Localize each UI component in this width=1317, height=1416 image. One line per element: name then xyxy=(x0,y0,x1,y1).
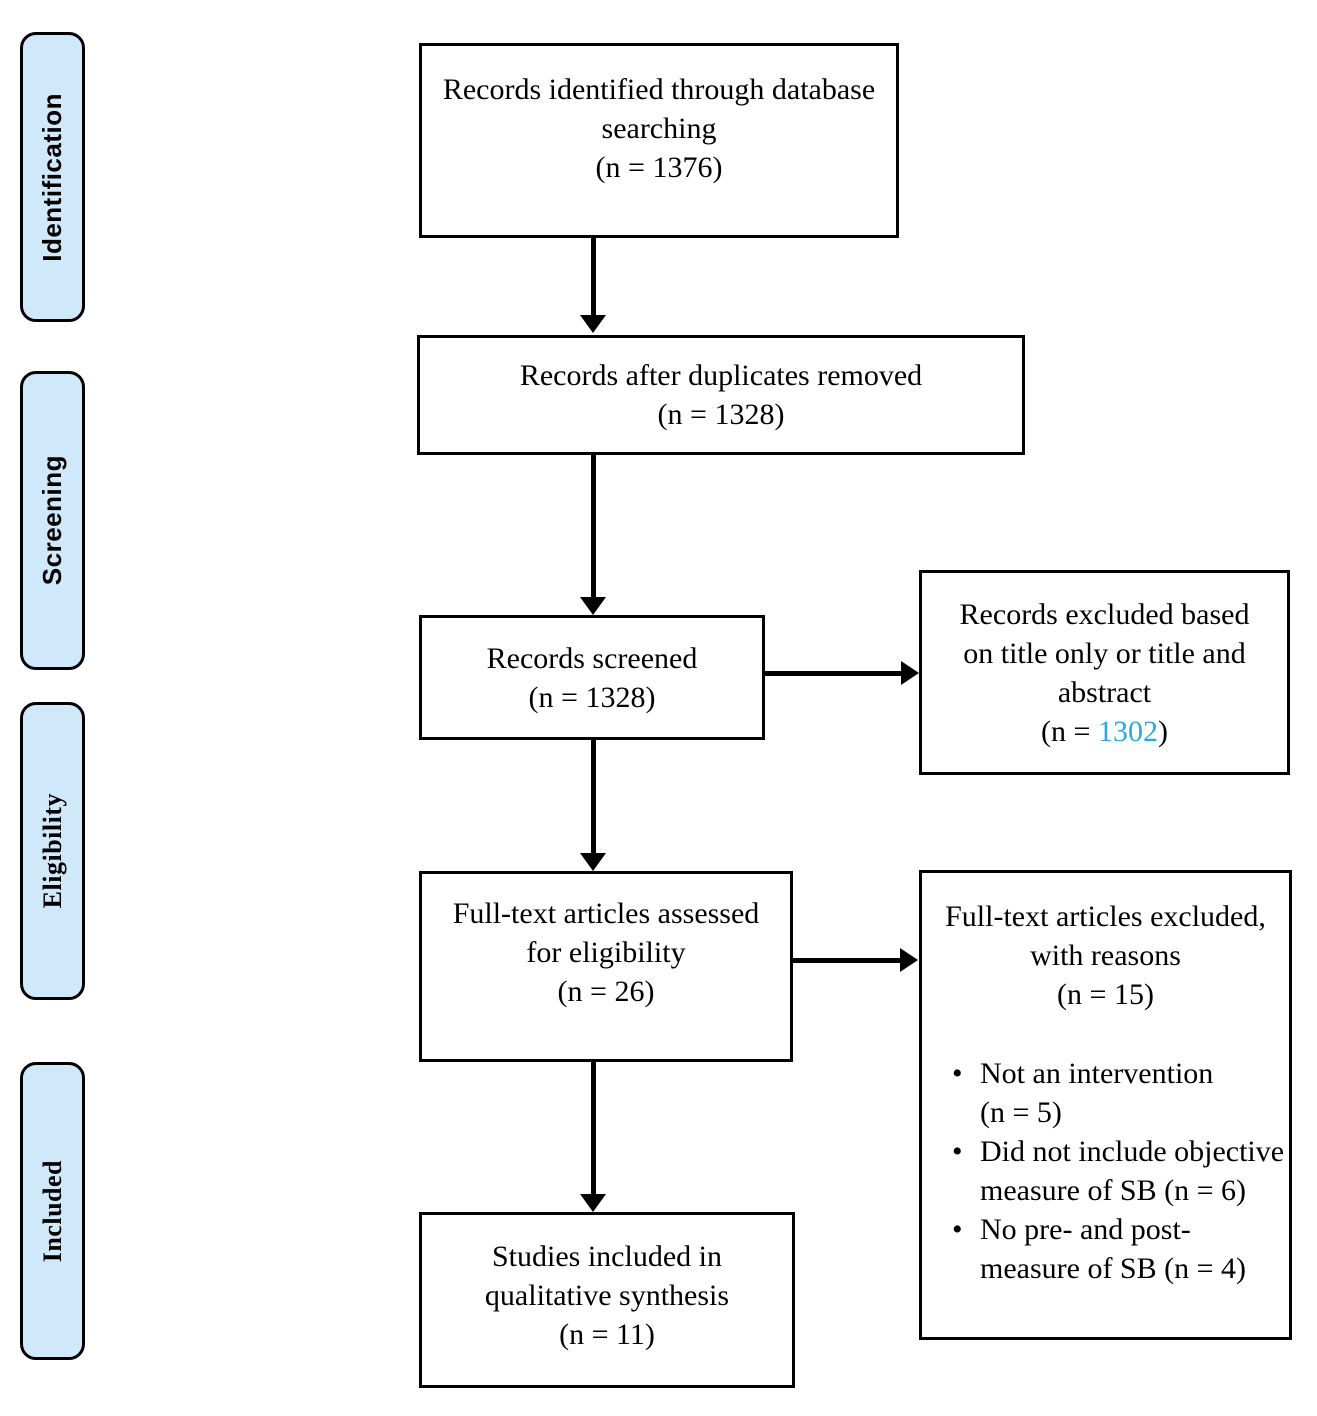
stage-included xyxy=(20,1062,85,1360)
exclusion-reason-item xyxy=(950,1054,1289,1132)
exclusion-reasons-list xyxy=(922,1054,1289,1288)
box-line: Records excluded based xyxy=(959,597,1250,631)
box-line: qualitative synthesis xyxy=(484,1279,730,1312)
box-line: Studies included in xyxy=(492,1240,722,1273)
stage-identification xyxy=(20,32,85,322)
box-fulltext-assessed xyxy=(419,871,793,1062)
stage-included-label: Included xyxy=(37,1159,67,1263)
stage-screening xyxy=(20,371,85,670)
arrowhead-down-icon xyxy=(580,853,606,871)
box-records-screened-text xyxy=(422,639,762,717)
box-fulltext-excluded xyxy=(919,870,1292,1340)
box-line: Full-text articles excluded, xyxy=(945,900,1266,933)
count-suffix: ) xyxy=(1157,714,1168,748)
reason-line: • Not an intervention xyxy=(980,1057,1214,1090)
arrowhead-down-icon xyxy=(580,597,606,615)
box-records-screened xyxy=(419,615,765,740)
box-studies-included-text xyxy=(422,1237,792,1354)
reason-line: • Did not include objective xyxy=(980,1135,1285,1168)
record-count: (n = 15) xyxy=(1057,978,1154,1011)
record-count: (n = 1328) xyxy=(657,398,785,431)
box-records-excluded xyxy=(919,570,1290,775)
box-duplicates-removed-text xyxy=(420,356,1022,434)
connector-fulltext-to-excluded xyxy=(793,958,903,963)
exclusion-reason-item xyxy=(950,1132,1289,1210)
box-fulltext-excluded-text xyxy=(922,897,1289,1288)
box-line: Full-text articles assessed xyxy=(452,897,760,930)
connector-fulltext-to-included xyxy=(591,1062,596,1194)
box-line: Records screened xyxy=(486,641,698,675)
box-line: Records after duplicates removed xyxy=(519,359,923,392)
arrowhead-down-icon xyxy=(580,315,606,333)
arrowhead-right-icon xyxy=(900,948,918,972)
stage-screening-label: Screening xyxy=(37,455,67,586)
box-fulltext-assessed-text xyxy=(422,894,790,1011)
reason-line: measure of SB (n = 4) xyxy=(980,1252,1247,1285)
arrowhead-down-icon xyxy=(580,1194,606,1212)
record-count: (n = 11) xyxy=(559,1318,655,1351)
connector-deduplicated-to-screened xyxy=(591,455,596,597)
box-line: with reasons xyxy=(1030,939,1181,972)
box-line: on title only or title and xyxy=(963,636,1246,670)
reason-line: (n = 5) xyxy=(980,1096,1062,1129)
reason-line: measure of SB (n = 6) xyxy=(980,1174,1247,1207)
connector-screened-to-fulltext xyxy=(591,740,596,853)
arrowhead-right-icon xyxy=(901,661,919,685)
stage-eligibility xyxy=(20,702,85,1000)
box-records-excluded-text xyxy=(922,595,1287,751)
box-duplicates-removed xyxy=(417,335,1025,455)
exclusion-reason-item xyxy=(950,1210,1289,1288)
reason-line: • No pre- and post- xyxy=(980,1213,1191,1246)
box-line: for eligibility xyxy=(526,936,686,969)
record-count xyxy=(922,712,1287,751)
box-studies-included xyxy=(419,1212,795,1388)
record-count: (n = 1376) xyxy=(595,151,723,184)
box-records-identified-text xyxy=(422,70,896,187)
stage-eligibility-label: Eligibility xyxy=(37,793,67,909)
record-count: (n = 26) xyxy=(557,975,655,1008)
box-line: searching xyxy=(601,112,717,145)
connector-screened-to-excluded xyxy=(765,671,904,676)
box-line: abstract xyxy=(1057,675,1152,709)
count-prefix: (n = xyxy=(1041,714,1098,748)
count-value-highlighted: 1302 xyxy=(1097,714,1158,748)
connector-identified-to-deduplicated xyxy=(591,238,596,317)
record-count: (n = 1328) xyxy=(528,680,656,714)
box-line: Records identified through database xyxy=(442,73,876,106)
stage-identification-label: Identification xyxy=(37,92,67,262)
box-records-identified xyxy=(419,43,899,238)
